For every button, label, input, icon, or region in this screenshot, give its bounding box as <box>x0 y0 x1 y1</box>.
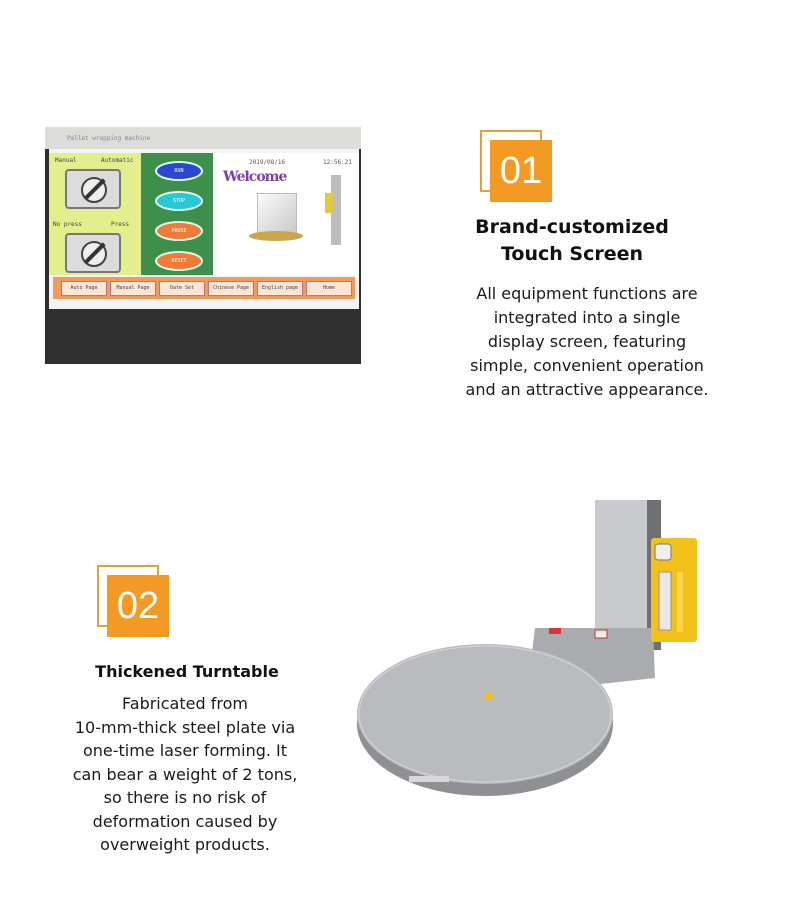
switch-pane <box>49 153 141 275</box>
no-press-label: No press <box>53 221 82 228</box>
press-switch[interactable] <box>65 233 121 273</box>
nav-english-page[interactable]: English page <box>257 281 303 296</box>
heading-line: Brand-customized <box>475 216 669 238</box>
wrapped-pallet-illustration <box>257 193 297 235</box>
badge-01 <box>480 130 552 202</box>
nav-auto-page[interactable]: Auto Page <box>61 281 107 296</box>
screen-display <box>49 149 359 309</box>
nav-bar <box>53 277 355 299</box>
description-line: 10-mm-thick steel plate via <box>74 717 296 737</box>
description-line: All equipment functions are <box>476 284 698 303</box>
description-line: can bear a weight of 2 tons, <box>72 764 298 784</box>
badge-02 <box>97 565 169 637</box>
welcome-text: Welcome <box>223 169 287 185</box>
screen-title: Pallet wrapping machine <box>67 135 151 142</box>
welcome-pane <box>213 153 359 275</box>
heading-line: Touch Screen <box>500 243 644 265</box>
description-line: integrated into a single <box>493 308 681 327</box>
manual-label: Manual <box>55 157 77 164</box>
description-line: and an attractive appearance. <box>465 380 709 399</box>
run-button[interactable]: RUN <box>155 161 203 181</box>
description-line: one-time laser forming. It <box>82 741 288 760</box>
film-roller <box>659 572 671 630</box>
nav-manual-page[interactable]: Manual Page <box>110 281 156 296</box>
description-line: so there is no risk of <box>103 788 267 807</box>
description-line: overweight products. <box>100 835 270 854</box>
warning-label <box>595 630 607 638</box>
section1-heading <box>452 214 692 268</box>
warning-label <box>549 628 561 634</box>
nav-date-set[interactable]: Date Set <box>159 281 205 296</box>
stop-button[interactable]: STOP <box>155 191 203 211</box>
section2-heading: Thickened Turntable <box>95 662 279 681</box>
nav-chinese-page[interactable]: Chinese Page <box>208 281 254 296</box>
badge-number: 02 <box>107 575 169 637</box>
turntable-disc <box>357 644 613 784</box>
description-line: simple, convenient operation <box>470 356 704 375</box>
description-line: deformation caused by <box>92 811 278 831</box>
automatic-label: Automatic <box>101 157 134 164</box>
turntable-slot <box>409 776 449 782</box>
touch-screen-photo <box>45 127 361 364</box>
roller-guide <box>677 572 683 632</box>
description-line: Fabricated from <box>122 694 248 713</box>
turntable-photo <box>355 500 735 800</box>
pause-button[interactable]: PAUSE <box>155 221 203 241</box>
mode-switch[interactable] <box>65 169 121 209</box>
carriage-dial <box>655 544 671 560</box>
badge-number: 01 <box>490 140 552 202</box>
mini-turntable-illustration <box>249 231 303 241</box>
section1-description <box>447 282 727 402</box>
press-label: Press <box>111 221 130 228</box>
reset-button[interactable]: RESET <box>155 251 203 271</box>
screen-date: 2019/08/16 <box>249 159 286 166</box>
screen-bezel <box>45 127 361 149</box>
description-line: display screen, featuring <box>487 332 687 351</box>
mini-carriage-illustration <box>325 193 333 213</box>
nav-home[interactable]: Home <box>306 281 352 296</box>
control-buttons-pane <box>141 153 213 275</box>
screen-time: 12:56:21 <box>323 159 352 166</box>
section2-description <box>52 692 318 857</box>
